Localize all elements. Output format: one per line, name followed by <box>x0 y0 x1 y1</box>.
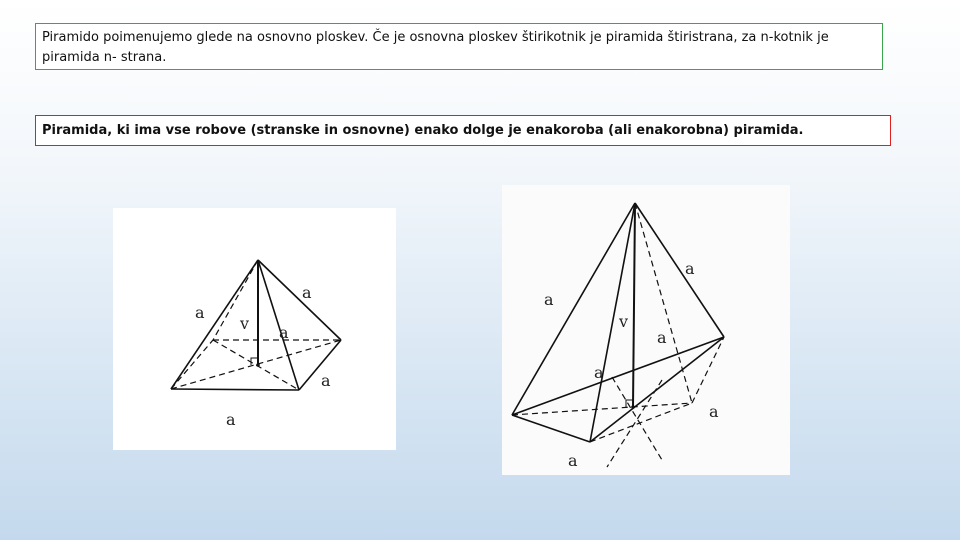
base-center-point <box>631 405 635 409</box>
edge-apex-right <box>635 203 724 337</box>
label-a-top-right: a <box>302 283 312 302</box>
edge-base-back <box>512 337 724 415</box>
edge-base-front <box>171 389 299 390</box>
label-a-inner: a <box>279 323 289 342</box>
pyramid-figure-1-drawing <box>113 208 396 450</box>
label-a-top-right: a <box>685 259 695 278</box>
intro-text: Piramido poimenujemo glede na osnovno ploskev. Če je osnovna ploskev štirikotnik je piramida štiristrana, za n-kotnik je piramida n- strana. <box>42 30 829 65</box>
edge-apex-back-hidden <box>635 203 692 403</box>
pyramid-figure-1 <box>113 208 396 450</box>
edge-apex-front <box>590 203 635 442</box>
label-a-bottom: a <box>568 451 578 470</box>
label-a-mid: a <box>657 328 667 347</box>
diagonal-1-hidden <box>171 340 341 389</box>
label-a-right: a <box>321 371 331 390</box>
label-a-left: a <box>544 290 554 309</box>
label-v: v <box>619 312 629 331</box>
inner-line-hidden <box>607 380 662 467</box>
label-a-left: a <box>195 303 205 322</box>
base-center-point <box>256 363 260 367</box>
pyramid-figure-2 <box>502 185 790 475</box>
edge-apex-back-left-hidden <box>213 260 258 340</box>
label-a-right: a <box>709 402 719 421</box>
label-a-inner: a <box>594 363 604 382</box>
label-v: v <box>240 314 250 333</box>
edge-base-front-right <box>590 337 724 442</box>
label-a-bottom: a <box>226 410 236 429</box>
height-line <box>633 203 635 407</box>
edge-base-left-hidden <box>171 340 213 389</box>
definition-text-box <box>35 115 891 146</box>
edge-base-right <box>299 340 341 390</box>
pyramid-figure-2-drawing <box>502 185 790 475</box>
edge-base-front-left <box>512 415 590 442</box>
edge-apex-front-left <box>512 203 635 415</box>
intro-text-box <box>35 23 883 70</box>
definition-text: Piramida, ki ima vse robove (stranske in osnovne) enako dolge je enakoroba (ali enakorobna) piramida. <box>42 123 804 138</box>
